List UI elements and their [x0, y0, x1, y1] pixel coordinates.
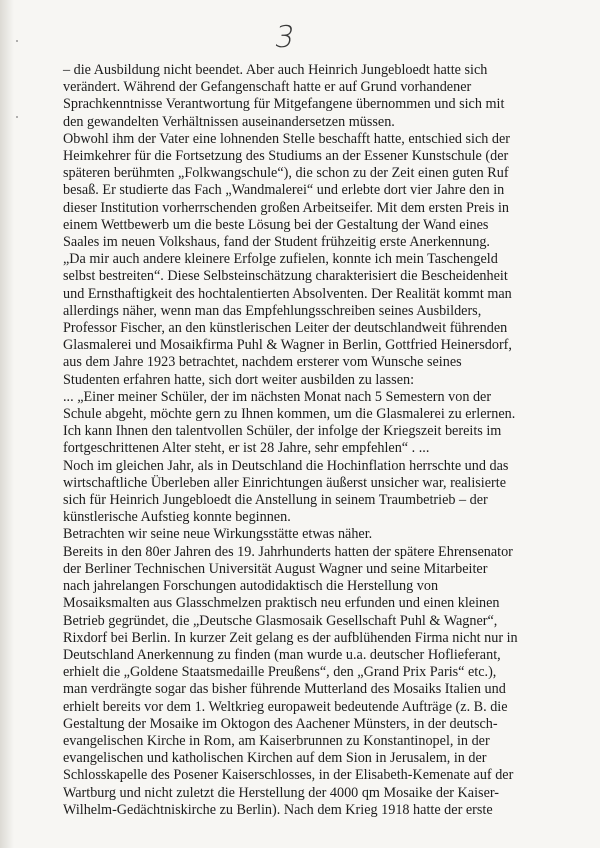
text-line: Wartburg und nicht zuletzt die Herstellung der 4000 qm Mosaike der Kaiser-: [63, 784, 500, 801]
text-line: aus dem Jahre 1923 betrachtet, nachdem ersterer vom Wunsche seines: [63, 354, 462, 371]
text-line: allerdings näher, wenn man das Empfehlungsschreiben seines Ausbilders,: [63, 302, 482, 319]
text-line: Saales im neuen Volkshaus, fand der Student frühzeitig erste Anerkennung.: [63, 234, 490, 251]
text-line: den gewandelten Verhältnissen auseinandersetzen müssen.: [63, 113, 395, 130]
text-line: Studenten erfahren hatte, sich dort weiter ausbilden zu lassen:: [63, 371, 415, 388]
text-line: Obwohl ihm der Vater eine lohnenden Stelle beschafft hatte, entschied sich der: [63, 130, 511, 147]
text-line: späteren berühmten „Folkwangschule“), die schon zu der Zeit einen guten Ruf: [63, 165, 509, 182]
text-line: besaß. Er studierte das Fach „Wandmalerei“ und erlebte dort vier Jahre den in: [63, 182, 505, 199]
text-line: fortgeschrittenen Alter steht, er ist 28 Jahre, sehr empfehlen“ . ...: [63, 440, 430, 457]
text-line: Bereits in den 80er Jahren des 19. Jahrhunderts hatten der spätere Ehrensenator: [63, 543, 513, 560]
scan-speck: [16, 116, 18, 118]
text-line: der Berliner Technischen Universität August Wagner und seine Mitarbeiter: [63, 560, 488, 577]
text-line: künstlerische Aufstieg konnte beginnen.: [63, 509, 291, 526]
text-line: Gestaltung der Mosaike im Oktogon des Aachener Münsters, in der deutsch-: [63, 715, 498, 732]
text-line: Deutschland Anerkennung zu finden (man wurde u.a. deutscher Hoflieferant,: [63, 646, 501, 663]
text-line: man verdrängte sogar das bisher führende Mutterland des Mosaiks Italien und: [63, 681, 506, 698]
text-line: Professor Fischer, an den künstlerischen Leiter der deutschlandweit führenden: [63, 320, 508, 337]
text-line: verändert. Während der Gefangenschaft hatte er auf Grund vorhandener: [63, 79, 472, 96]
text-line: sich für Heinrich Jungebloedt die Anstellung in seinem Traumbetrieb – der: [63, 492, 488, 509]
text-line: selbst bestreiten“. Diese Selbsteinschätzung charakterisiert die Bescheidenheit: [63, 268, 508, 285]
text-line: Mosaiksmalten aus Glasschmelzen praktisch neu erfunden und einen kleinen: [63, 595, 500, 612]
scan-speck: [16, 40, 18, 42]
text-line: Sprachkenntnisse Verantwortung für Mitgefangene übernommen und sich mit: [63, 96, 505, 113]
text-line: Rixdorf bei Berlin. In kurzer Zeit gelang es der aufblühenden Firma nicht nur in: [63, 629, 518, 646]
text-line: erhielt bereits vor dem 1. Weltkrieg europaweit bedeutende Aufträge (z. B. die: [63, 698, 508, 715]
scan-edge-shadow: [0, 0, 14, 848]
text-line: nach jahrelangen Forschungen autodidaktisch die Herstellung von: [63, 578, 439, 595]
text-line: evangelischen Kirche in Rom, am Kaiserbrunnen zu Konstantinopel, in der: [63, 732, 490, 749]
text-line: Schlosskapelle des Posener Kaiserschlosses, in der Elisabeth-Kemenate auf der: [63, 767, 514, 784]
text-line: – die Ausbildung nicht beendet. Aber auch Heinrich Jungebloedt hatte sich: [63, 62, 488, 78]
text-line: evangelischen und katholischen Kirchen auf dem Sion in Jerusalem, in der: [63, 750, 487, 767]
text-line: und Ernsthaftigkeit des hochtalentierten Absolventen. Der Realität kommt man: [63, 285, 512, 302]
text-line: dieser Institution vorherrschenden großen Arbeitseifer. Mit dem ersten Preis in: [63, 199, 510, 216]
text-line: Glasmalerei und Mosaikfirma Puhl & Wagner in Berlin, Gottfried Heinersdorf,: [63, 337, 512, 354]
text-line: Noch im gleichen Jahr, als in Deutschland die Hochinflation herrschte und das: [63, 457, 509, 474]
text-line: „Da mir auch andere kleinere Erfolge zufielen, konnte ich mein Taschengeld: [63, 251, 498, 268]
text-line: Ich kann Ihnen den talentvollen Schüler, der infolge der Kriegszeit bereits im: [63, 423, 502, 440]
text-line: wirtschaftliche Überleben aller Einrichtungen äußerst unsicher war, realisierte: [63, 474, 506, 491]
text-line: Schule abgeht, möchte gern zu Ihnen kommen, um die Glasmalerei zu erlernen.: [63, 406, 516, 423]
text-line: einem Wettbewerb um die beste Lösung bei der Gestaltung der Wand eines: [63, 216, 489, 233]
text-line: Betrachten wir seine neue Wirkungsstätte etwas näher.: [63, 526, 373, 543]
text-line: Betrieb gegründet, die „Deutsche Glasmosaik Gesellschaft Puhl & Wagner“,: [63, 612, 498, 629]
page-number: 3: [271, 20, 298, 55]
text-line: ... „Einer meiner Schüler, der im nächsten Monat nach 5 Semestern von der: [63, 388, 492, 405]
document-body: [63, 62, 600, 819]
text-line: Wilhelm-Gedächtniskirche zu Berlin). Nach dem Krieg 1918 hatte der erste: [63, 801, 493, 818]
text-line: erhielt die „Goldene Staatsmedaille Preußens“, den „Grand Prix Paris“ etc.),: [63, 664, 497, 681]
text-line: Heimkehrer für die Fortsetzung des Studiums an der Essener Kunstschule (der: [63, 148, 509, 165]
